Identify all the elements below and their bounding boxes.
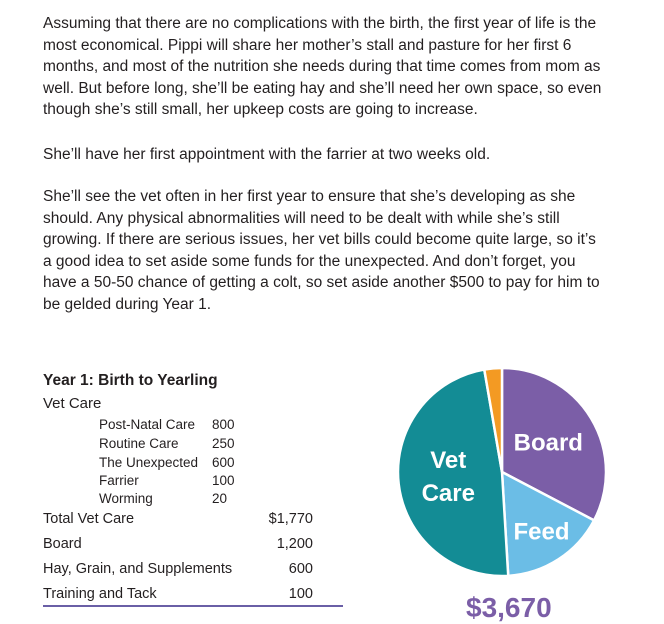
vet-item-label: Routine Care: [99, 436, 179, 451]
pie-label-vet-care: Vet: [430, 447, 467, 475]
vet-item-row: [99, 455, 235, 470]
total-row-value: 100: [288, 586, 313, 602]
pie-label-vet-care: Care: [421, 480, 475, 508]
total-row-label: Training and Tack: [43, 586, 157, 602]
vet-item-value: 100: [212, 473, 235, 488]
total-row-value: 600: [288, 561, 313, 577]
vet-item-value: 250: [212, 436, 235, 451]
vet-item-label: Farrier: [99, 473, 139, 488]
farrier-paragraph: She’ll have her first appointment with the farrier at two weeks old.: [43, 146, 491, 163]
total-row-label: Hay, Grain, and Supplements: [43, 561, 233, 577]
total-cost-label: $3,670: [466, 592, 552, 623]
total-row: [43, 536, 313, 552]
total-row-label: Total Vet Care: [43, 511, 135, 527]
pie-label-feed: Feed: [513, 518, 570, 546]
vet-item-row: [99, 436, 235, 451]
total-row: [43, 511, 313, 527]
total-row-label: Board: [43, 536, 82, 552]
total-row-value: 1,200: [276, 536, 313, 552]
total-row: [43, 586, 313, 602]
total-row: [43, 561, 313, 577]
vet-item-row: [99, 417, 235, 432]
budget-title: Year 1: Birth to Yearling: [43, 372, 218, 389]
vet-item-row: [99, 473, 235, 488]
pie-label-board: Board: [513, 429, 583, 457]
intro-paragraph: Assuming that there are no complications with the birth, the first year of life is the most economical. Pippi will share her mother’s stall and pasture for her first 6 months, and most of the nutrition she needs during that time comes from mom as well. But before long, she’ll be eating hay and she’ll need her own space, so even though she’s still small, her upkeep costs are going to increase.: [43, 15, 602, 119]
vet-item-label: Post-Natal Care: [99, 417, 196, 432]
cost-pie-chart: [395, 365, 625, 595]
vet-item-value: 20: [212, 491, 228, 506]
vet-item-value: 600: [212, 455, 235, 470]
vet-item-label: The Unexpected: [99, 455, 199, 470]
total-row-value: $1,770: [268, 511, 313, 527]
vet-item-label: Worming: [99, 491, 153, 506]
vet-item-row: [99, 491, 227, 506]
vet-item-value: 800: [212, 417, 235, 432]
vet-paragraph: She’ll see the vet often in her first year to ensure that she’s developing as she should. Any physical abnormalities will need to be dealt with while she’s still growing. If there are serious issues, her vet bills could become quite large, so it’s a good idea to set aside some funds for the unexpected. And don’t forget, you have a 50-50 chance of getting a colt, so set aside another $500 to pay for him to be gelded during Year 1.: [43, 188, 600, 313]
total-divider: [43, 605, 343, 607]
vet-care-heading: Vet Care: [43, 395, 102, 412]
